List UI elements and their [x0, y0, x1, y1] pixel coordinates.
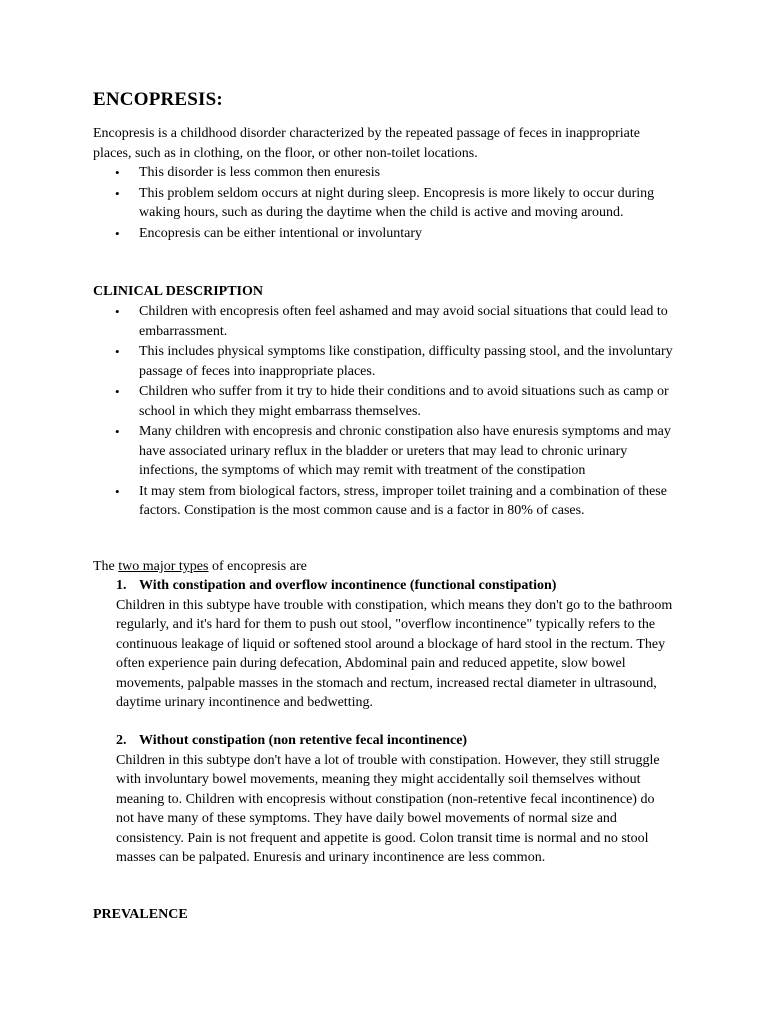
type-block-non-retentive [116, 731, 674, 868]
list-item: • This includes physical symptoms like constipation, difficulty passing stool, and the involuntary passage of feces into inappropriate places. [93, 342, 674, 381]
intro-bullet-list [93, 163, 674, 244]
type-number: 1. [116, 578, 127, 593]
list-item: • Encopresis can be either intentional or involuntary [93, 224, 674, 244]
type-title: Without constipation (non retentive fecal incontinence) [139, 733, 468, 748]
type-number: 2. [116, 733, 127, 748]
types-intro-underlined: two major types [118, 559, 209, 574]
type-heading [116, 731, 674, 751]
type-body: Children in this subtype have trouble with constipation, which means they don't go to the bathroom regularly, and it's hard for them to push out stool, "overflow incontinence" typically refers to the continuous leakage of liquid or softened stool around a blockage of hard stool in the rectum. They often experience pain during defecation, Abdominal pain and reduced appetite, slow bowel movements, palpable masses in the stomach and rectum, increased rectal diameter in ultrasound, daytime urinary incontinence and bedwetting. [116, 597, 673, 710]
types-intro-suffix: of encopresis are [208, 559, 307, 574]
list-item: • It may stem from biological factors, stress, improper toilet training and a combination of these factors. Constipation is the most common cause and is a factor in 80% of cases. [93, 482, 674, 521]
type-block-functional-constipation [116, 576, 674, 713]
clinical-description-heading: CLINICAL DESCRIPTION [93, 284, 263, 299]
list-item: • Children with encopresis often feel ashamed and may avoid social situations that could lead to embarrassment. [93, 302, 674, 341]
types-intro-prefix: The [93, 559, 119, 574]
clinical-bullet-list [93, 302, 674, 522]
intro-paragraph: Encopresis is a childhood disorder characterized by the repeated passage of feces in inappropriate places, such as in clothing, on the floor, or other non-toilet locations. [93, 126, 640, 161]
list-item: • Many children with encopresis and chronic constipation also have enuresis symptoms and may have associated urinary reflux in the bladder or ureters that may lead to chronic urinary infections, the symptoms of which may remit with treatment of the constipation [93, 422, 674, 481]
type-body: Children in this subtype don't have a lot of trouble with constipation. However, they still struggle with involuntary bowel movements, meaning they might accidentally soil themselves without meaning to. Children with encopresis without constipation (non-retentive fecal incontinence) do not have many of these symptoms. They have daily bowel movements of normal size and consistency. Pain is not frequent and appetite is good. Colon transit time is normal and no stool masses can be palpated. Enuresis and urinary incontinence are less common. [116, 752, 660, 865]
types-intro-line [93, 557, 307, 577]
list-item: • This disorder is less common then enuresis [93, 163, 674, 183]
list-item: • This problem seldom occurs at night during sleep. Encopresis is more likely to occur during waking hours, such as during the daytime when the child is active and moving around. [93, 184, 674, 223]
prevalence-heading: PREVALENCE [93, 907, 188, 922]
type-heading [116, 576, 674, 596]
document-title: ENCOPRESIS: [93, 89, 223, 110]
list-item: • Children who suffer from it try to hide their conditions and to avoid situations such as camp or school in which they might embarrass themselves. [93, 382, 674, 421]
type-title: With constipation and overflow incontinence (functional constipation) [139, 578, 557, 593]
